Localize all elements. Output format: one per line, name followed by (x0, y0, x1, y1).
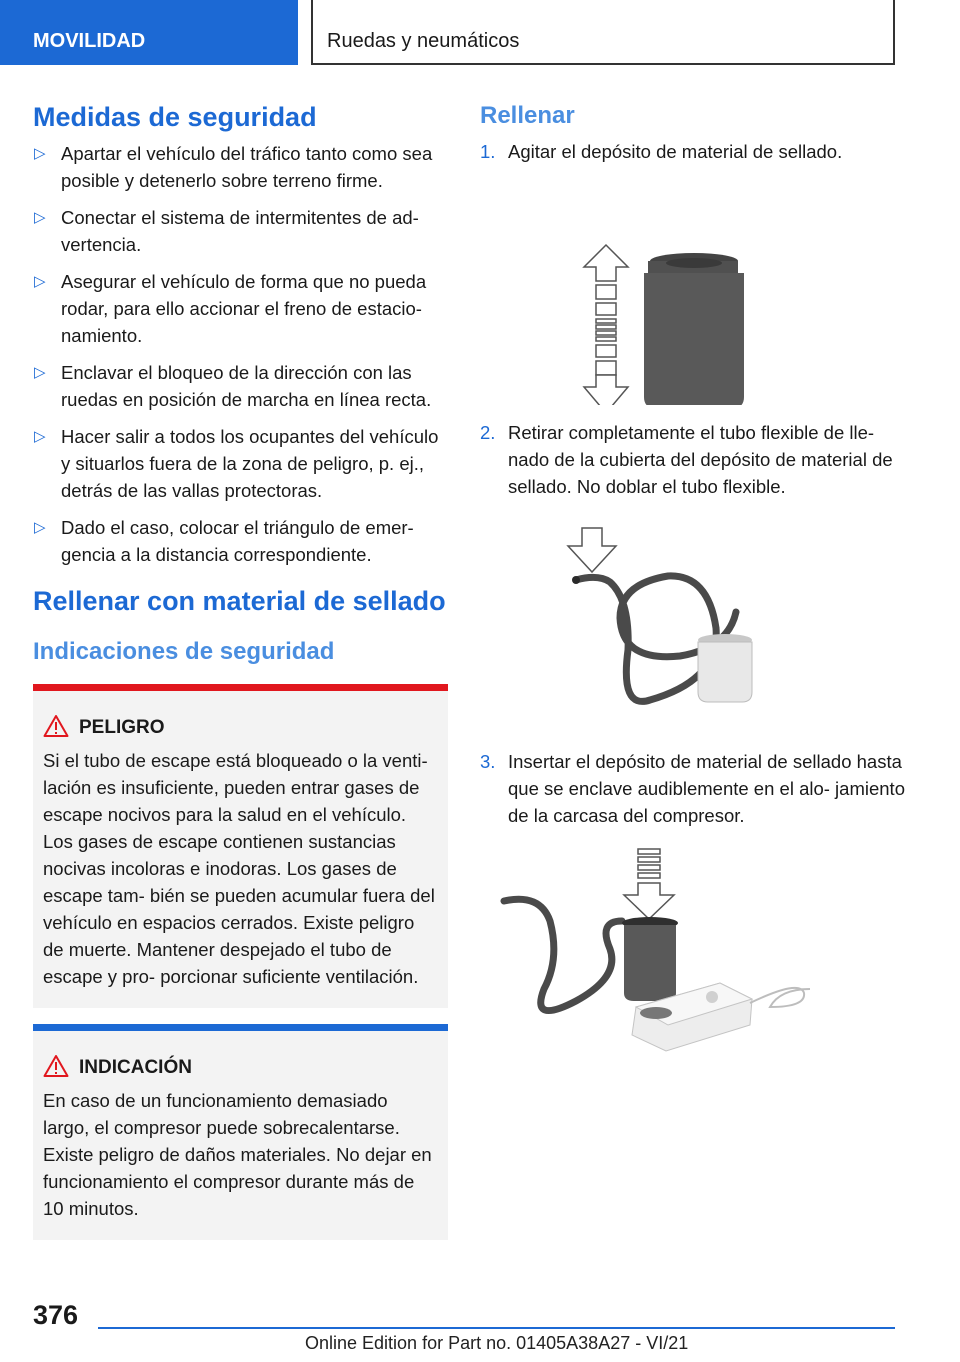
warning-triangle-icon (43, 714, 69, 738)
safety-item-text: Hacer salir a todos los ocupantes del vehículo y situarlos fuera de la zona de peligro, p. ej., detrás de las vallas protectoras. (61, 426, 439, 501)
refill-steps-3 (480, 748, 910, 829)
figure-insert-canister (480, 829, 910, 1069)
danger-heading (43, 715, 438, 741)
danger-label: PELIGRO (79, 717, 165, 738)
notice-heading (43, 1055, 438, 1081)
safety-item (33, 268, 448, 349)
safety-list (33, 140, 448, 568)
figure-shake-canister (480, 165, 910, 405)
safety-item-text: Enclavar el bloqueo de la dirección con las ruedas en posición de marcha en línea recta. (61, 362, 432, 410)
bullet-icon: ▷ (34, 273, 46, 290)
step-number: 3. (480, 751, 496, 772)
safety-title: Medidas de seguridad (33, 102, 317, 132)
right-column (480, 100, 910, 1069)
step-number: 2. (480, 422, 496, 443)
step-item (480, 419, 910, 500)
warning-triangle-icon (43, 1054, 69, 1078)
safety-item-text: Apartar el vehículo del tráfico tanto como sea posible y detenerlo sobre terreno firme. (61, 143, 433, 191)
footer-edition: Online Edition for Part no. 01405A38A27 - VI/21 (305, 1333, 689, 1353)
refill-title: Rellenar (480, 102, 575, 129)
footer-rule (98, 1327, 895, 1329)
safety-item (33, 140, 448, 194)
sealant-subtitle: Indicaciones de seguridad (33, 638, 335, 665)
notice-text: En caso de un funcionamiento demasiado largo, el compresor puede sobrecalentarse. Existe peligro de daños materiales. No dejar en funcionamiento el compresor durante más de 10 minutos. (43, 1090, 432, 1219)
header-chapter: Ruedas y neumáticos (311, 0, 895, 65)
safety-item (33, 204, 448, 258)
safety-item-text: Asegurar el vehículo de forma que no pueda rodar, para ello accionar el freno de estacio- namiento. (61, 271, 427, 346)
left-column (33, 100, 448, 1240)
step-text: Retirar completamente el tubo flexible de lle- nado de la cubierta del depósito de material de sellado. No doblar el tubo flexible. (508, 422, 893, 497)
safety-item (33, 423, 448, 504)
notice-label: INDICACIÓN (79, 1057, 192, 1078)
danger-box (33, 684, 448, 1008)
danger-text: Si el tubo de escape está bloqueado o la venti- lación es insuficiente, pueden entrar gases de escape nocivos para la salud en el vehículo. Los gases de escape contienen sustancias nocivas incoloras e inodoras. Los gases de escape tam- bién se pueden acumular fuera del vehículo en espacios cerrados. Existe peligro de muerte. Mantener despejado el tubo de escape y pro- porcionar suficiente ventilación. (43, 750, 435, 987)
sealant-title: Rellenar con material de sellado (33, 586, 446, 616)
page-number: 376 (33, 1300, 79, 1330)
step-item (480, 748, 910, 829)
remove-hose-illustration (480, 500, 910, 740)
bullet-icon: ▷ (34, 145, 46, 162)
safety-item-text: Conectar el sistema de intermitentes de ad- vertencia. (61, 207, 419, 255)
step-text: Agitar el depósito de material de sellado. (508, 141, 843, 162)
shake-canister-illustration (480, 165, 910, 405)
figure-remove-hose (480, 500, 910, 740)
bullet-icon: ▷ (34, 364, 46, 381)
safety-item (33, 514, 448, 568)
step-text: Insertar el depósito de material de sellado hasta que se enclave audiblemente en el alo- jamiento de la carcasa del compresor. (508, 751, 905, 826)
safety-item-text: Dado el caso, colocar el triángulo de emer- gencia a la distancia correspondiente. (61, 517, 414, 565)
safety-item (33, 359, 448, 413)
bullet-icon: ▷ (34, 428, 46, 445)
refill-steps-2 (480, 419, 910, 500)
step-item (480, 138, 910, 165)
refill-steps (480, 138, 910, 165)
bullet-icon: ▷ (34, 209, 46, 226)
insert-canister-illustration (480, 829, 910, 1069)
header-section: MOVILIDAD (0, 0, 298, 65)
bullet-icon: ▷ (34, 519, 46, 536)
notice-box (33, 1024, 448, 1240)
step-number: 1. (480, 141, 496, 162)
